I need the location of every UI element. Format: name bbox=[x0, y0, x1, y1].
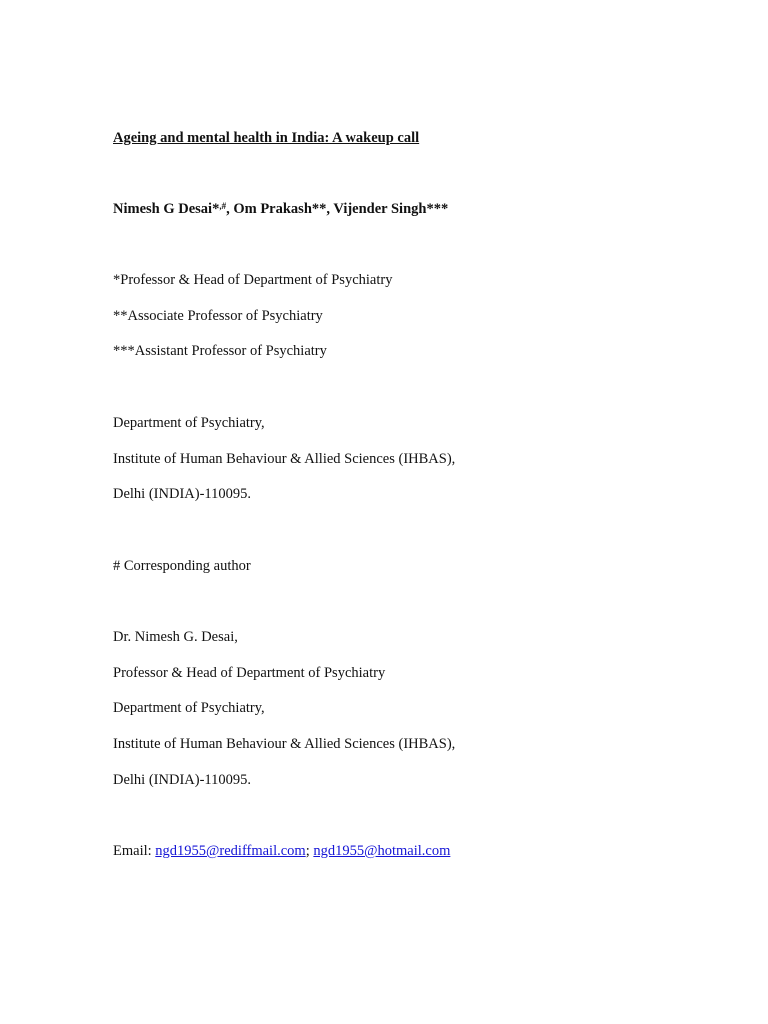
institution-line: Institute of Human Behaviour & Allied Sciences (IHBAS), bbox=[113, 451, 456, 467]
affiliation-role: ***Assistant Professor of Psychiatry bbox=[113, 343, 327, 359]
paper-title: Ageing and mental health in India: A wakeup call bbox=[113, 130, 420, 146]
institution-line: Department of Psychiatry, bbox=[113, 415, 265, 431]
email-line bbox=[113, 842, 450, 860]
corresponding-address-line: Delhi (INDIA)-110095. bbox=[113, 772, 251, 788]
author-mark: * bbox=[212, 201, 220, 217]
author-list bbox=[113, 200, 448, 218]
corresponding-address-line: Institute of Human Behaviour & Allied Sciences (IHBAS), bbox=[113, 736, 456, 752]
author-name: Nimesh G Desai bbox=[113, 201, 213, 217]
corresponding-address-line: Department of Psychiatry, bbox=[113, 700, 265, 716]
affiliation-role: *Professor & Head of Department of Psychiatry bbox=[113, 272, 393, 288]
corresponding-address-line: Dr. Nimesh G. Desai, bbox=[113, 629, 238, 645]
author-separator: , bbox=[226, 201, 234, 217]
corresponding-address-line: Professor & Head of Department of Psychiatry bbox=[113, 665, 386, 681]
email-link-rediffmail[interactable]: ngd1955@rediffmail.com bbox=[155, 843, 306, 859]
author-name: Vijender Singh*** bbox=[333, 201, 449, 217]
email-link-hotmail[interactable]: ngd1955@hotmail.com bbox=[313, 843, 451, 859]
email-label: Email: bbox=[113, 843, 156, 859]
author-name: Om Prakash** bbox=[233, 201, 327, 217]
author-separator: , bbox=[326, 201, 334, 217]
corresponding-note: # Corresponding author bbox=[113, 558, 251, 574]
email-separator: ; bbox=[305, 843, 314, 859]
affiliation-role: **Associate Professor of Psychiatry bbox=[113, 308, 323, 324]
institution-line: Delhi (INDIA)-110095. bbox=[113, 486, 251, 502]
author-superscript: ,# bbox=[219, 201, 227, 211]
